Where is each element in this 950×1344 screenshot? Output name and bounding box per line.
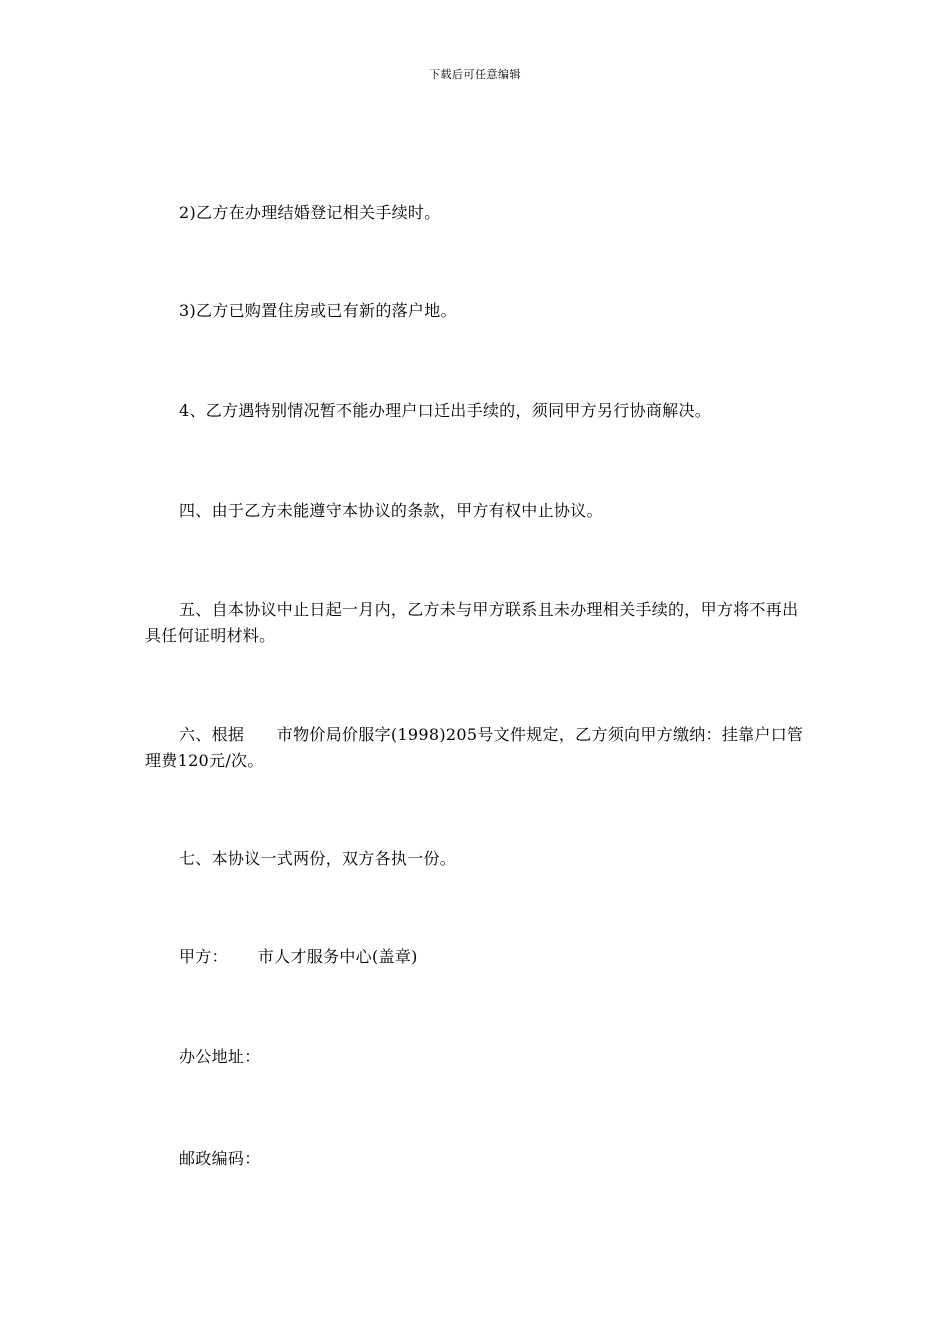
party-a-line: 甲方： 市人才服务中心(盖章) bbox=[179, 947, 418, 966]
paragraph-clause-seven: 七、本协议一式两份，双方各执一份。 bbox=[179, 849, 457, 868]
page-header: 下载后可任意编辑 bbox=[429, 68, 521, 81]
paragraph-clause-four: 四、由于乙方未能遵守本协议的条款，甲方有权中止协议。 bbox=[179, 501, 603, 520]
paragraph-special-circumstances: 4、乙方遇特别情况暂不能办理户口迁出手续的，须同甲方另行协商解决。 bbox=[179, 401, 712, 420]
paragraph-new-residence: 3)乙方已购置住房或已有新的落户地。 bbox=[179, 301, 457, 320]
paragraph-clause-six: 六、根据 市物价局价服字(1998)205号文件规定，乙方须向甲方缴纳：挂靠户口管理费120元/次。 bbox=[145, 725, 804, 770]
postal-code-line: 邮政编码： bbox=[179, 1149, 261, 1168]
paragraph-marriage-registration: 2)乙方在办理结婚登记相关手续时。 bbox=[179, 203, 441, 222]
office-address-line: 办公地址： bbox=[179, 1047, 261, 1066]
paragraph-clause-five: 五、自本协议中止日起一月内，乙方未与甲方联系且未办理相关手续的，甲方将不再出具任何证明材料。 bbox=[145, 600, 799, 645]
